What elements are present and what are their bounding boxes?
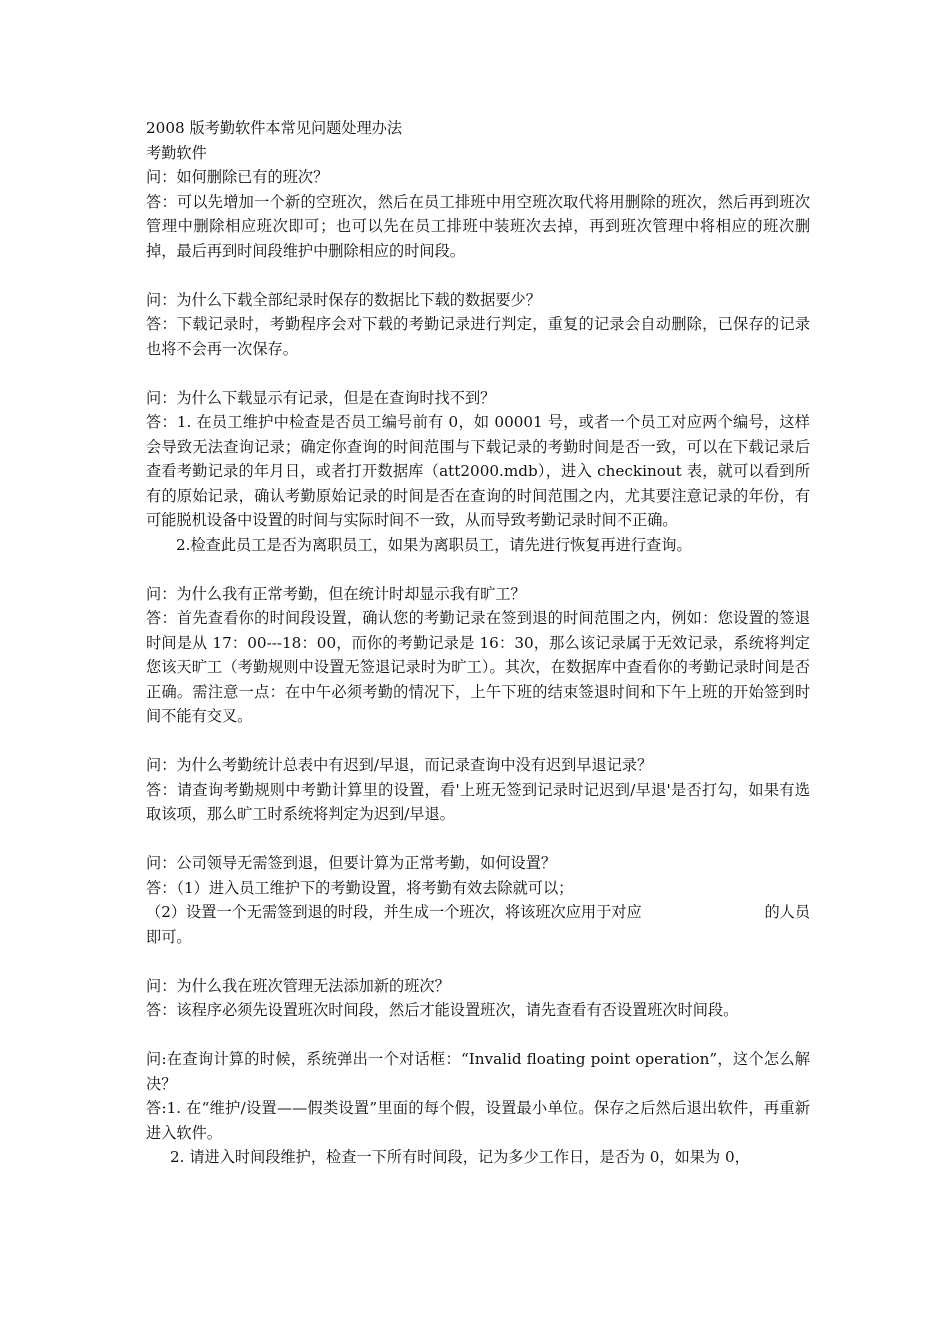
answer-4: 答：首先查看你的时间段设置，确认您的考勤记录在签到退的时间范围之内，例如：您设置的签退时间是从 17：00---18：00，而你的考勤记录是 16：30，那么该记录属于无效记录，系统将判定您该天旷工（考勤规则中设置无签退记录时为旷工）。其次，在数据库中查看你的考勤记录时间是否正确。需注意一点：在中午必须考勤的情况下，上午下班的结束签退时间和下午上班的开始签到时间不能有交叉。: [146, 609, 810, 725]
answer-1: 答：可以先增加一个新的空班次，然后在员工排班中用空班次取代将用删除的班次，然后再到班次管理中删除相应班次即可；也可以先在员工排班中装班次去掉，再到班次管理中将相应的班次删掉，最后再到时间段维护中删除相应的时间段。: [146, 192, 810, 260]
paragraph-gap: [146, 557, 810, 582]
answer-8: 答:1. 在“维护/设置——假类设置”里面的每个假，设置最小单位。保存之后然后退出软件，再重新进入软件。: [146, 1099, 810, 1142]
question-6: 问：公司领导无需签到退，但要计算为正常考勤，如何设置？: [146, 854, 557, 872]
question-8: 问:在查询计算的时候，系统弹出一个对话框：“Invalid floating point operation”，这个怎么解决？: [146, 1050, 810, 1093]
paragraph-gap: [146, 949, 810, 974]
answer-7: 答：该程序必须先设置班次时间段，然后才能设置班次，请先查看有否设置班次时间段。: [146, 1001, 739, 1019]
answer-6-point-2-left: （2）设置一个无需签到退的时段，并生成一个班次，将该班次应用于对应: [146, 903, 642, 921]
paragraph-gap: [146, 361, 810, 386]
answer-6-point-2-right: 的人员: [764, 903, 810, 921]
document-page: [146, 116, 810, 1170]
document-subtitle: 考勤软件: [146, 143, 207, 162]
paragraph-gap: [146, 729, 810, 754]
answer-3-point-2: 2.检查此员工是否为离职员工，如果为离职员工，请先进行恢复再进行查询。: [176, 535, 692, 554]
answer-3: 答：1. 在员工维护中检查是否员工编号前有 0，如 00001 号，或者一个员工对应两个编号，这样会导致无法查询记录；确定你查询的时间范围与下载记录的考勤时间是否一致，可以在下载记录后查看考勤记录的年月日，或者打开数据库（att2000.mdb），进入 checkinout 表，就可以看到所有的原始记录，确认考勤原始记录的时间是否在查询的时间范围之内，尤其要注意记录的年份，有可能脱机设备中设置的时间与实际时间不一致，从而导致考勤记录时间不正确。: [146, 413, 810, 529]
answer-5: 答：请查询考勤规则中考勤计算里的设置，看'上班无签到记录时记迟到/早退'是否打勾，如果有选取该项，那么旷工时系统将判定为迟到/早退。: [146, 780, 810, 823]
answer-8-point-2: 2. 请进入时间段维护，检查一下所有时间段，记为多少工作日，是否为 0，如果为 0，: [170, 1148, 750, 1166]
question-3: 问：为什么下载显示有记录，但是在查询时找不到？: [146, 388, 496, 407]
question-1: 问：如何删除已有的班次？: [146, 168, 329, 186]
document-title: 2008 版考勤软件本常见问题处理办法: [146, 119, 403, 137]
question-7: 问：为什么我在班次管理无法添加新的班次？: [146, 976, 450, 995]
answer-6-point-2: [146, 900, 810, 925]
paragraph-gap: [146, 263, 810, 288]
question-5: 问：为什么考勤统计总表中有迟到/早退，而记录查询中没有迟到早退记录？: [146, 756, 653, 774]
answer-6: 答：（1）进入员工维护下的考勤设置，将考勤有效去除就可以；: [146, 878, 574, 897]
question-2: 问：为什么下载全部纪录时保存的数据比下载的数据要少？: [146, 290, 541, 309]
paragraph-gap: [146, 1023, 810, 1048]
question-4: 问：为什么我有正常考勤，但在统计时却显示我有旷工？: [146, 584, 526, 603]
answer-6-end: 即可。: [146, 927, 192, 946]
paragraph-gap: [146, 827, 810, 852]
answer-2: 答：下载记录时，考勤程序会对下载的考勤记录进行判定，重复的记录会自动删除，已保存的记录也将不会再一次保存。: [146, 315, 810, 358]
